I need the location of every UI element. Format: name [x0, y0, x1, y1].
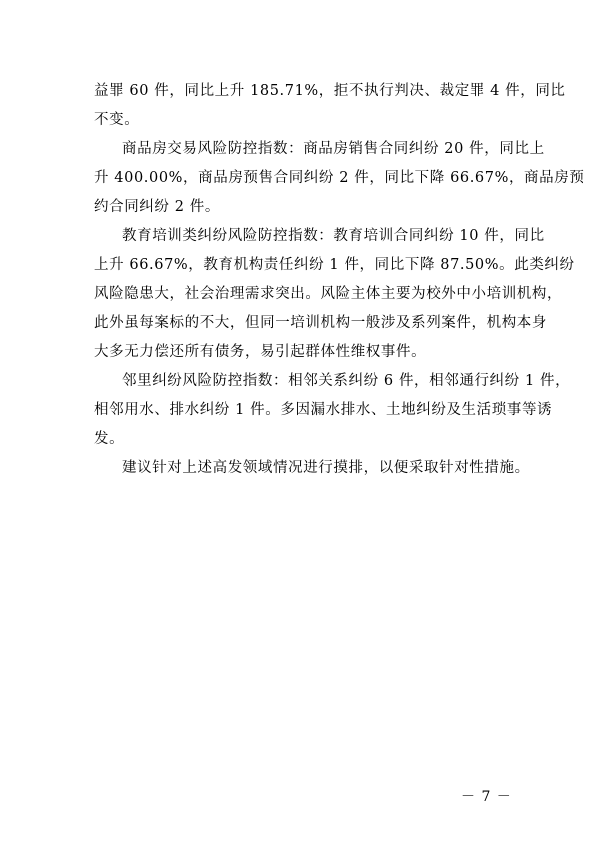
- text-line: 发。: [94, 431, 125, 447]
- text-line: 风险隐患大，社会治理需求突出。风险主体主要为校外中小培训机构，: [94, 286, 563, 302]
- text-line: 大多无力偿还所有债务，易引起群体性维权事件。: [94, 344, 427, 360]
- text-line: 上升 66.67%，教育机构责任纠纷 1 件，同比下降 87.50%。此类纠纷: [94, 257, 575, 273]
- text-line: 不变。: [94, 112, 140, 128]
- text-line: 教育培训类纠纷风险防控指数：教育培训合同纠纷 10 件，同比: [122, 228, 545, 244]
- text-line: 约合同纠纷 2 件。: [94, 199, 220, 215]
- text-line: 相邻用水、排水纠纷 1 件。多因漏水排水、土地纠纷及生活琐事等诱: [94, 402, 553, 418]
- text-line: 升 400.00%，商品房预售合同纠纷 2 件，同比下降 66.67%，商品房预: [94, 170, 585, 186]
- text-line: 建议针对上述高发领域情况进行摸排，以便采取针对性措施。: [122, 460, 530, 476]
- text-line: 商品房交易风险防控指数：商品房销售合同纠纷 20 件，同比上: [122, 141, 545, 157]
- page-number: － 7 －: [461, 789, 512, 805]
- text-line: 此外虽每案标的不大，但同一培训机构一般涉及系列案件，机构本身: [94, 315, 547, 331]
- text-line: 益罪 60 件，同比上升 185.71%，拒不执行判决、裁定罪 4 件，同比: [94, 83, 566, 99]
- text-line: 邻里纠纷风险防控指数：相邻关系纠纷 6 件，相邻通行纠纷 1 件，: [122, 373, 571, 389]
